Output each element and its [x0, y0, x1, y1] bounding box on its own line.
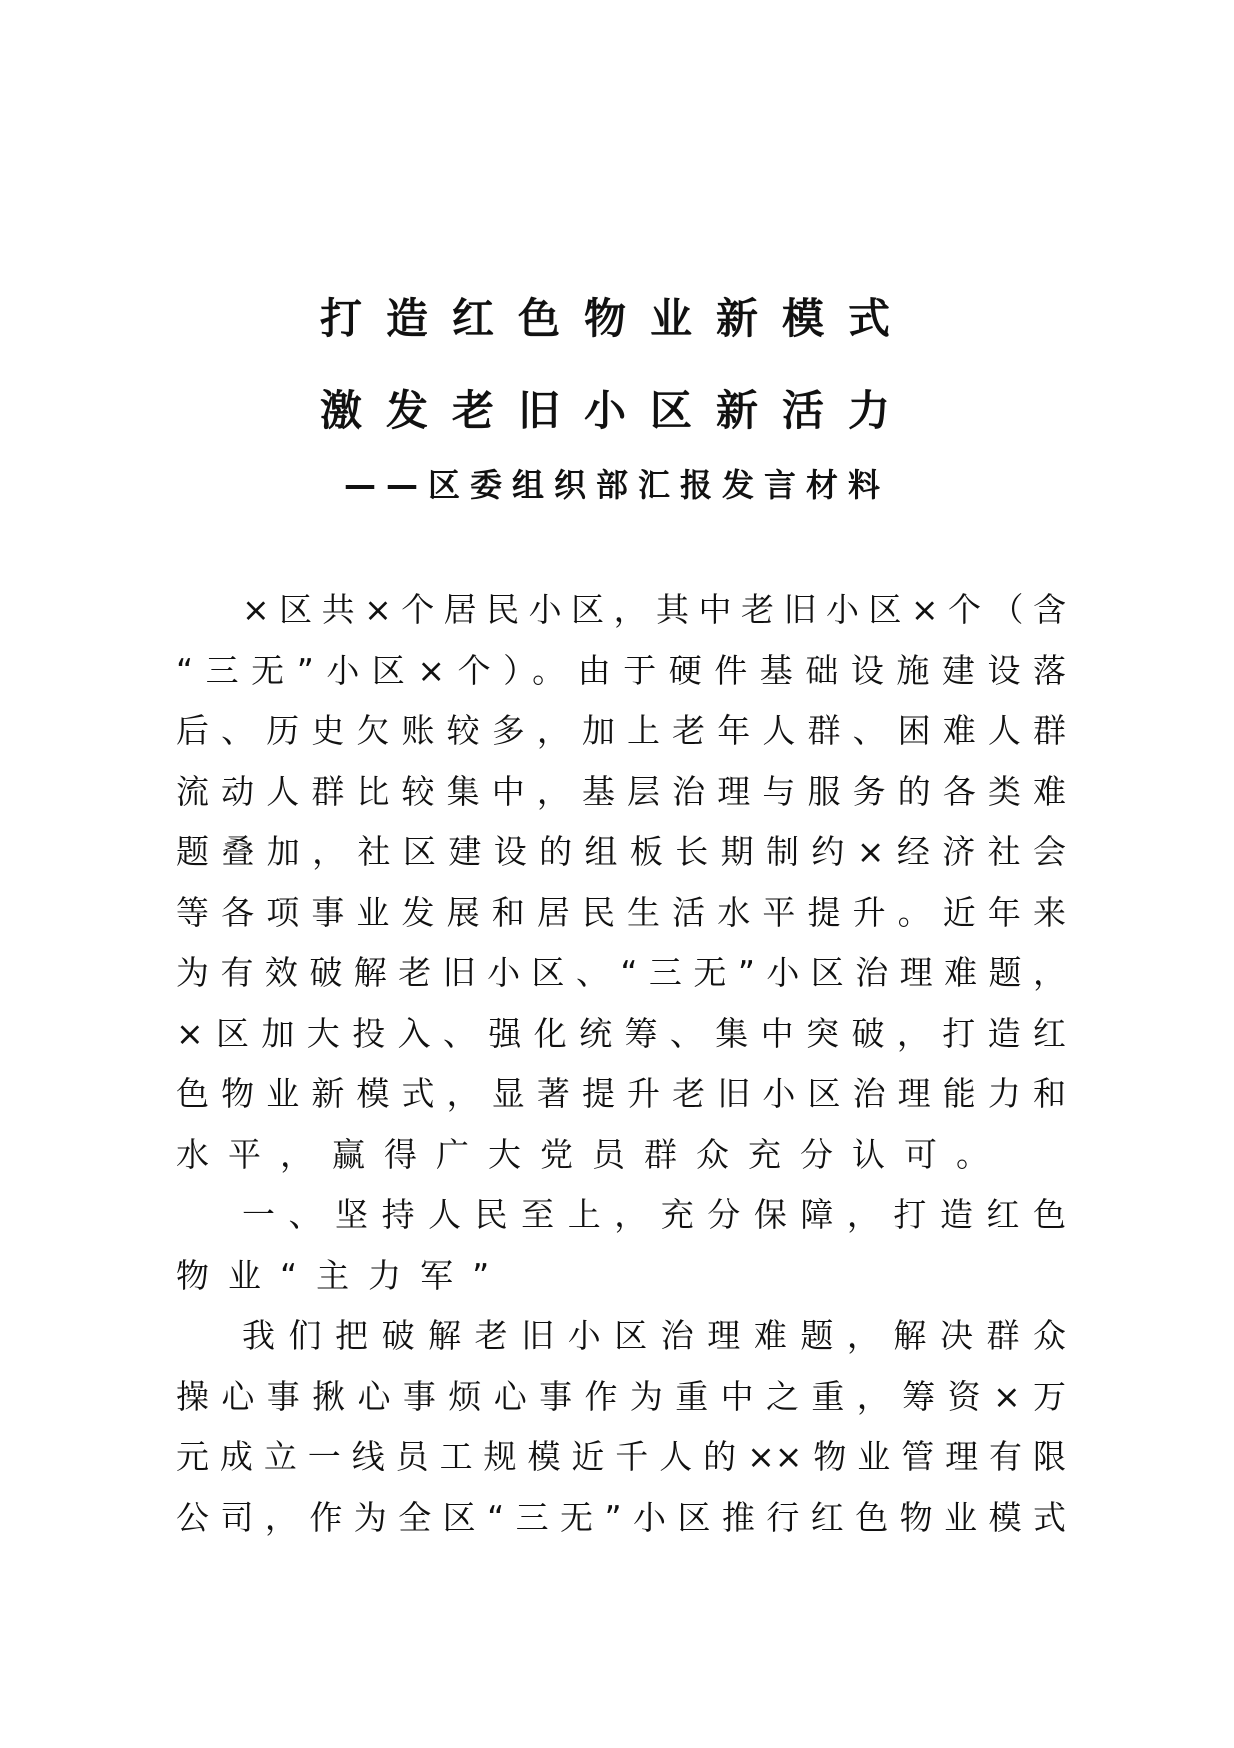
text-line: 流动人群比较集中，基层治理与服务的各类难	[176, 771, 1066, 811]
document-body	[176, 580, 1066, 1548]
text-line: 为有效破解老旧小区、“三无”小区治理难题，	[176, 953, 1066, 992]
paragraph-intro	[176, 580, 1066, 1185]
text-line: 元成立一线员工规模近千人的××物业管理有限	[176, 1437, 1066, 1476]
document-title-line-1: 打造红色物业新模式	[319, 294, 914, 343]
section-heading-1	[176, 1185, 1066, 1306]
text-line: “三无”小区×个）。由于硬件基础设施建设落	[176, 650, 1066, 690]
text-line: 题叠加，社区建设的组板长期制约×经济社会	[176, 832, 1066, 871]
text-line: 公司，作为全区“三无”小区推行红色物业模式	[176, 1497, 1066, 1537]
text-line: ×区共×个居民小区，其中老旧小区×个（含	[242, 590, 1066, 629]
text-line: 后、历史欠账较多，加上老年人群、困难人群	[176, 711, 1066, 750]
text-line: ×区加大投入、强化统筹、集中突破，打造红	[176, 1013, 1066, 1053]
document-title-line-2: 激发老旧小区新活力	[319, 386, 914, 435]
heading-line: 一、坚持人民至上，充分保障，打造红色	[242, 1195, 1066, 1234]
text-line: 水平，赢得广大党员群众充分认可。	[176, 1134, 1008, 1174]
text-line: 操心事揪心事烦心事作为重中之重，筹资×万	[176, 1376, 1066, 1416]
text-line: 等各项事业发展和居民生活水平提升。近年来	[176, 892, 1066, 932]
text-line: 色物业新模式，显著提升老旧小区治理能力和	[176, 1074, 1066, 1113]
document-subtitle: ——区委组织部汇报发言材料	[343, 466, 890, 504]
heading-line: 物业“主力军”	[176, 1255, 509, 1295]
text-line: 我们把破解老旧小区治理难题，解决群众	[242, 1316, 1066, 1355]
paragraph-section-1	[176, 1306, 1066, 1548]
